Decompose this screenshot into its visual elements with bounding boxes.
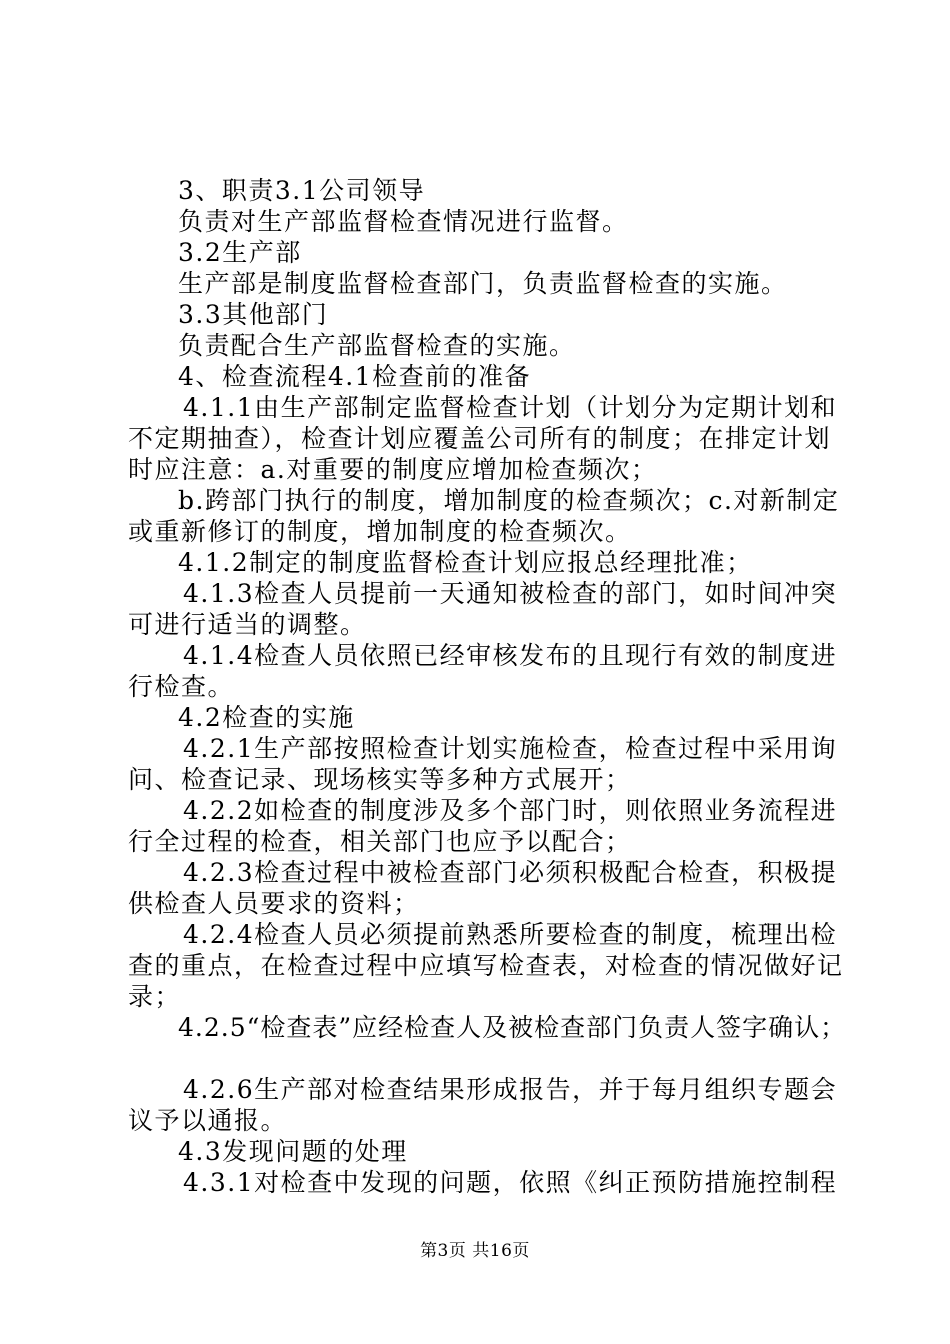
paragraph-line: 录； — [128, 982, 182, 1011]
paragraph-line: 负责配合生产部监督检查的实施。 — [178, 331, 576, 360]
paragraph-line: 生产部是制度监督检查部门，负责监督检查的实施。 — [178, 269, 788, 298]
paragraph-line: 4.3.1对检查中发现的问题，依照《纠正预防措施控制程 — [183, 1168, 838, 1197]
paragraph-line: 4.2.3检查过程中被检查部门必须积极配合检查，积极提 — [183, 858, 838, 887]
paragraph-line: 可进行适当的调整。 — [128, 610, 367, 639]
paragraph-line: 问、检查记录、现场核实等多种方式展开； — [128, 765, 632, 794]
paragraph-line: 4.1.2制定的制度监督检查计划应报总经理批准； — [178, 548, 753, 577]
paragraph-line: 行全过程的检查，相关部门也应予以配合； — [128, 827, 632, 856]
paragraph-line: 查的重点，在检查过程中应填写检查表，对检查的情况做好记 — [128, 951, 844, 980]
paragraph-line: 4.2检查的实施 — [178, 703, 355, 732]
paragraph-line: 4.2.1生产部按照检查计划实施检查，检查过程中采用询 — [183, 734, 838, 763]
paragraph-line: 不定期抽查），检查计划应覆盖公司所有的制度；在排定计划 — [128, 424, 832, 453]
paragraph-line: 4.1.4检查人员依照已经审核发布的且现行有效的制度进 — [183, 641, 838, 670]
paragraph-line: 3.2生产部 — [178, 238, 302, 267]
paragraph-line: 4.1.3检查人员提前一天通知被检查的部门，如时间冲突 — [183, 579, 838, 608]
paragraph-line: 4.2.5“检查表”应经检查人及被检查部门负责人签字确认； — [178, 1013, 847, 1042]
paragraph-line: 4.2.2如检查的制度涉及多个部门时，则依照业务流程进 — [183, 796, 838, 825]
paragraph-line: 供检查人员要求的资料； — [128, 889, 420, 918]
paragraph-line: b.跨部门执行的制度，增加制度的检查频次；c.对新制定 — [178, 486, 840, 515]
paragraph-line: 3.3其他部门 — [178, 300, 329, 329]
page-number-footer: 第3页 共16页 — [420, 1241, 530, 1261]
paragraph-line: 4.3发现问题的处理 — [178, 1137, 408, 1166]
paragraph-line: 4.2.4检查人员必须提前熟悉所要检查的制度，梳理出检 — [183, 920, 838, 949]
paragraph-line: 或重新修订的制度，增加制度的检查频次。 — [128, 517, 632, 546]
paragraph-line: 负责对生产部监督检查情况进行监督。 — [178, 207, 629, 236]
paragraph-line: 4.1.1由生产部制定监督检查计划（计划分为定期计划和 — [183, 393, 838, 422]
paragraph-line: 议予以通报。 — [128, 1106, 288, 1135]
paragraph-line: 时应注意：a.对重要的制度应增加检查频次； — [128, 455, 658, 484]
paragraph-line: 3、职责3.1公司领导 — [178, 176, 426, 205]
paragraph-line: 行检查。 — [128, 672, 235, 701]
paragraph-line: 4、检查流程4.1检查前的准备 — [178, 362, 532, 391]
paragraph-line: 4.2.6生产部对检查结果形成报告，并于每月组织专题会 — [183, 1075, 838, 1104]
